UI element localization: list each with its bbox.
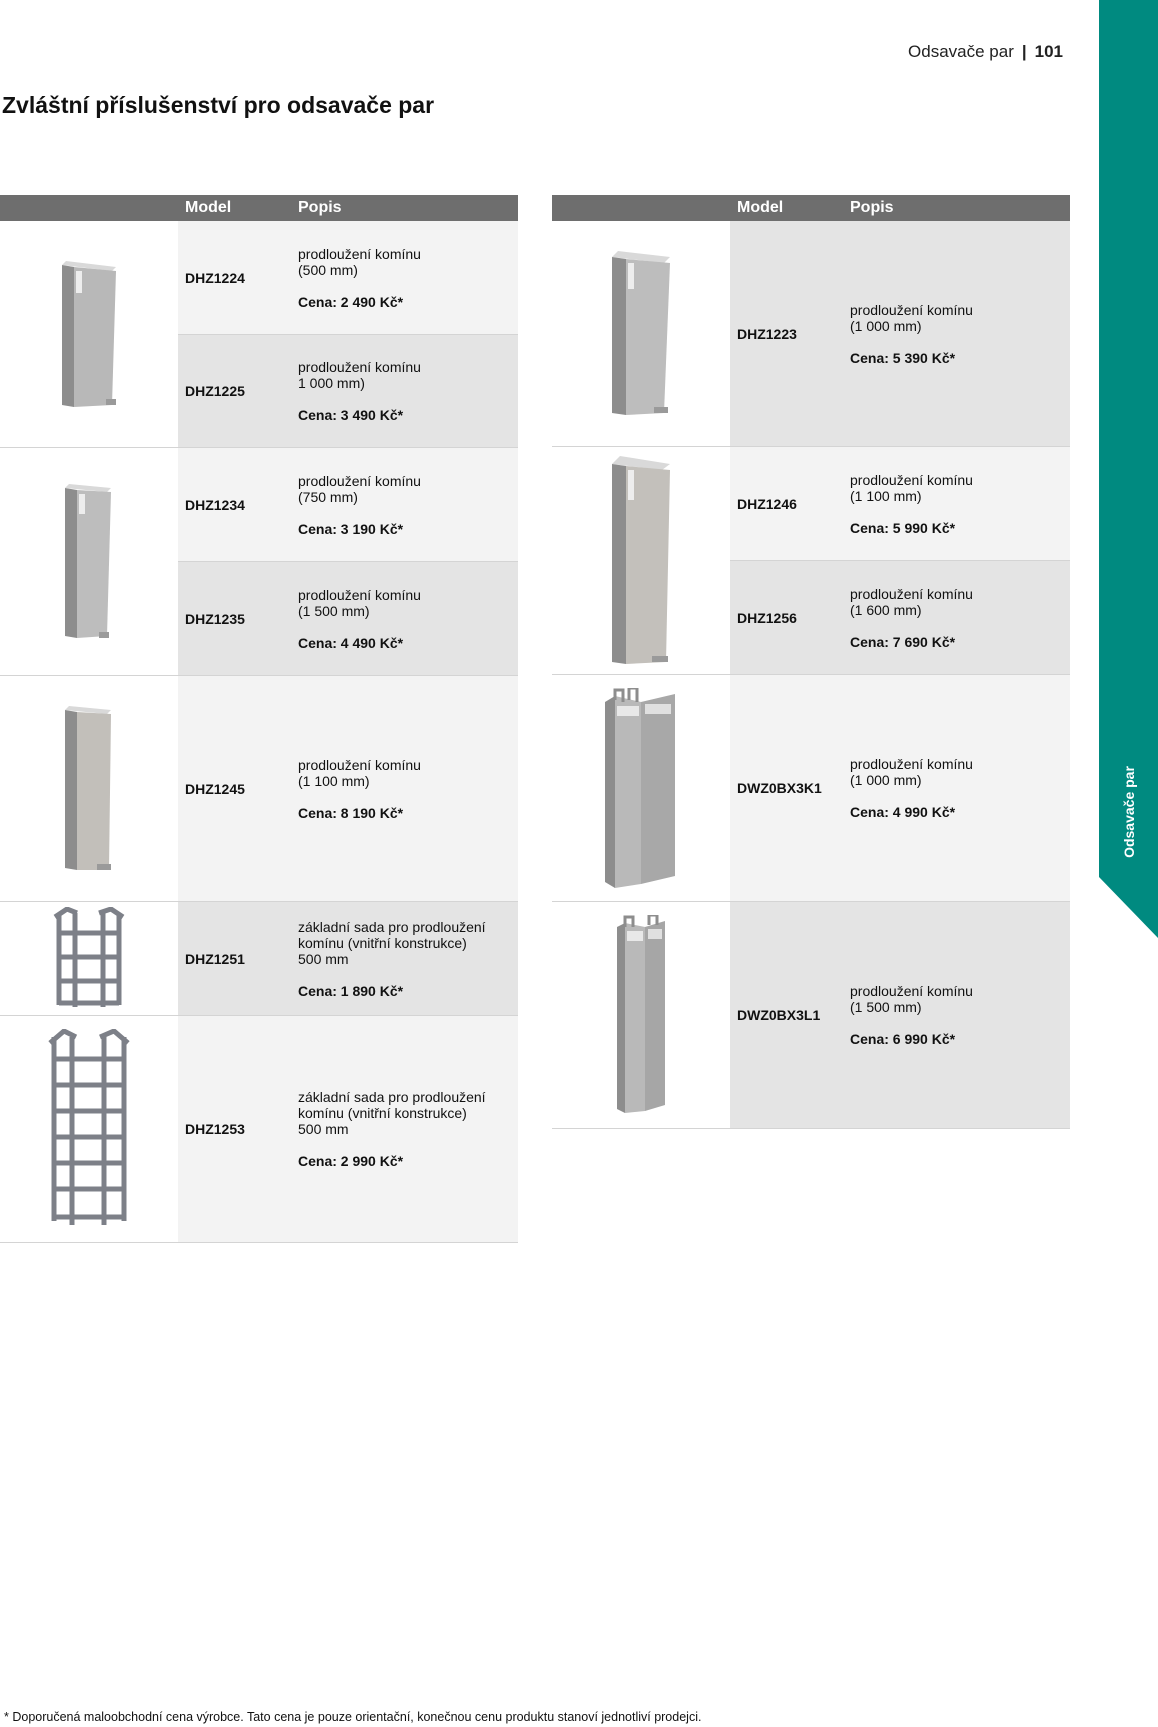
description-line: prodloužení komínu (298, 359, 421, 375)
product-group (552, 221, 1070, 447)
section-name: Odsavače par (908, 42, 1014, 61)
product-description (298, 473, 510, 537)
product-image-cell (0, 221, 178, 447)
description-line: (1 500 mm) (850, 999, 922, 1015)
frame-kit-image (44, 1029, 134, 1229)
chimney-extension-image (606, 454, 676, 668)
description-line: základní sada pro prodloužení (298, 1089, 486, 1105)
price: Cena: 5 990 Kč* (850, 519, 956, 536)
model-code: DWZ0BX3L1 (737, 1007, 821, 1023)
product-description (850, 983, 1062, 1047)
side-tab-label: Odsavače par (1121, 766, 1137, 858)
table-row (178, 902, 518, 1015)
description-line: prodloužení komínu (298, 756, 421, 773)
chimney-extension-image (601, 688, 681, 888)
table-header (0, 195, 518, 221)
product-image-cell (0, 448, 178, 675)
product-image-cell (552, 221, 730, 446)
product-description (298, 246, 510, 310)
model-code: DHZ1234 (185, 496, 245, 513)
product-description (850, 586, 1062, 650)
table-row (730, 902, 1070, 1128)
price: Cena: 2 490 Kč* (298, 293, 404, 310)
description-line: prodloužení komínu (298, 245, 421, 262)
price: Cena: 3 190 Kč* (298, 520, 404, 537)
table-row (178, 448, 518, 562)
table-header (552, 195, 1070, 221)
product-image-cell (0, 1016, 178, 1242)
column-header-model: Model (185, 199, 232, 216)
accessories-table-right (552, 195, 1070, 1129)
chimney-extension-image (59, 482, 119, 642)
product-group (0, 902, 518, 1016)
price: Cena: 7 690 Kč* (850, 633, 956, 650)
model-code: DHZ1223 (737, 325, 797, 342)
product-group (0, 221, 518, 448)
description-line: (500 mm) (298, 261, 358, 278)
chimney-extension-image (606, 249, 676, 419)
description-line: 500 mm (298, 1121, 349, 1137)
product-group (552, 902, 1070, 1129)
price: Cena: 3 490 Kč* (298, 407, 404, 423)
product-image-cell (0, 902, 178, 1015)
product-description (850, 756, 1062, 820)
price: Cena: 8 190 Kč* (298, 804, 404, 821)
table-row (730, 447, 1070, 561)
table-row (730, 561, 1070, 674)
price: Cena: 6 990 Kč* (850, 1031, 956, 1047)
description-line: (1 000 mm) (850, 317, 922, 334)
description-line: (1 100 mm) (298, 772, 370, 789)
product-description (298, 587, 510, 651)
description-line: prodloužení komínu (850, 983, 973, 999)
table-row (178, 1016, 518, 1242)
product-description (850, 302, 1062, 366)
page-number: 101 (1034, 42, 1063, 61)
model-code: DHZ1246 (737, 495, 797, 512)
model-code: DHZ1253 (185, 1121, 245, 1137)
table-row (730, 221, 1070, 446)
table-row (178, 335, 518, 447)
description-line: prodloužení komínu (298, 586, 421, 603)
price: Cena: 4 490 Kč* (298, 634, 404, 651)
product-description (850, 472, 1062, 536)
description-line: komínu (vnitřní konstrukce) (298, 934, 467, 951)
chimney-extension-image (59, 704, 119, 874)
description-line: (750 mm) (298, 488, 358, 505)
description-line: (1 600 mm) (850, 601, 922, 618)
table-row (730, 675, 1070, 901)
product-image-cell (0, 676, 178, 901)
column-header-popis: Popis (298, 199, 342, 216)
description-line: prodloužení komínu (850, 301, 973, 318)
price: Cena: 2 990 Kč* (298, 1153, 404, 1169)
chimney-extension-image (54, 259, 124, 409)
model-code: DHZ1224 (185, 269, 245, 286)
table-row (178, 562, 518, 675)
model-code: DHZ1225 (185, 383, 245, 399)
page-header (908, 42, 1063, 62)
description-line: prodloužení komínu (850, 471, 973, 488)
product-image-cell (552, 902, 730, 1128)
description-line: prodloužení komínu (850, 585, 973, 602)
description-line: 500 mm (298, 950, 349, 967)
product-description (298, 1089, 510, 1169)
price: Cena: 1 890 Kč* (298, 982, 404, 999)
description-line: prodloužení komínu (850, 756, 973, 772)
product-group (0, 1016, 518, 1243)
model-code: DHZ1251 (185, 950, 245, 967)
product-group (0, 676, 518, 902)
product-image-cell (552, 675, 730, 901)
chimney-extension-image (611, 915, 671, 1115)
column-header-model: Model (737, 199, 784, 216)
price: Cena: 4 990 Kč* (850, 804, 956, 820)
accessories-table-left (0, 195, 518, 1243)
price: Cena: 5 390 Kč* (850, 349, 956, 366)
product-group (552, 675, 1070, 902)
description-line: (1 500 mm) (298, 602, 370, 619)
product-image-cell (552, 447, 730, 674)
page-title: Zvláštní příslušenství pro odsavače par (2, 92, 435, 118)
frame-kit-image (49, 907, 129, 1011)
description-line: základní sada pro prodloužení (298, 918, 486, 935)
model-code: DHZ1235 (185, 610, 245, 627)
price-footnote: * Doporučená maloobchodní cena výrobce. Tato cena je pouze orientační, konečnou cenu produktu stanoví jednotliví prodejci. (4, 1710, 702, 1724)
product-description (298, 919, 510, 999)
header-separator: | (1021, 42, 1027, 61)
product-description (298, 359, 510, 423)
description-line: (1 000 mm) (850, 772, 922, 788)
table-row (178, 676, 518, 901)
description-line: (1 100 mm) (850, 487, 922, 504)
product-group (0, 448, 518, 676)
description-line: prodloužení komínu (298, 472, 421, 489)
model-code: DHZ1256 (737, 609, 797, 626)
model-code: DHZ1245 (185, 780, 245, 797)
table-row (178, 221, 518, 335)
product-description (298, 757, 510, 821)
column-header-popis: Popis (850, 199, 894, 216)
description-line: 1 000 mm) (298, 375, 365, 391)
product-group (552, 447, 1070, 675)
model-code: DWZ0BX3K1 (737, 780, 822, 796)
description-line: komínu (vnitřní konstrukce) (298, 1105, 467, 1121)
